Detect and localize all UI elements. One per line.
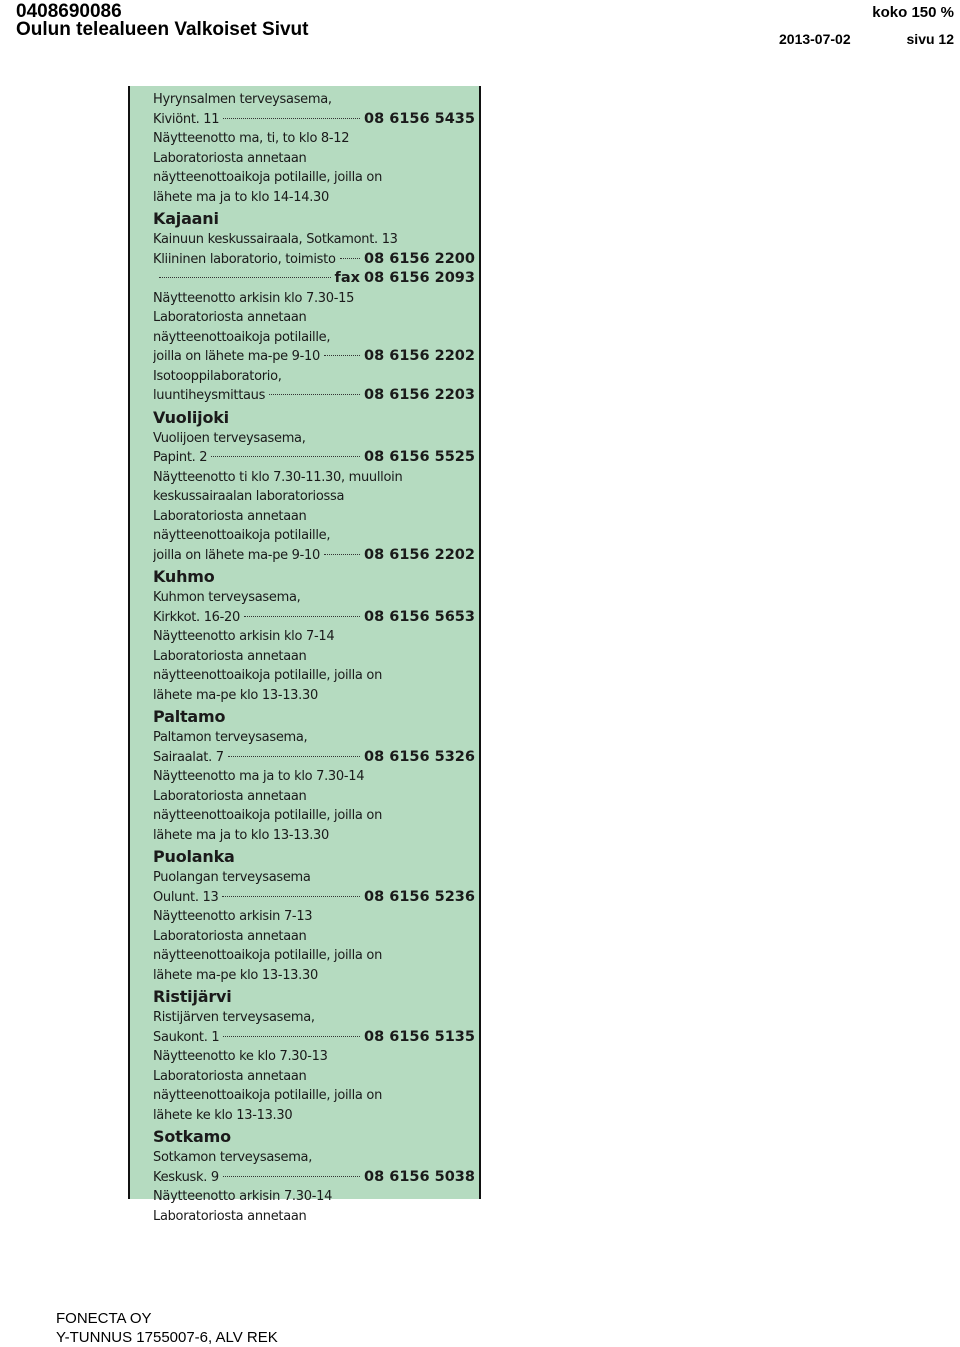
leader-dots [223, 118, 360, 119]
entry-address: Kiviönt. 11 [153, 111, 220, 127]
phone-number[interactable]: 08 6156 5135 [364, 1028, 475, 1045]
entry-note: Laboratoriosta annetaan [153, 1208, 307, 1224]
entry-label: Isotooppilaboratorio, [153, 368, 282, 384]
fax-label: fax [334, 270, 360, 286]
section-heading: Sotkamo [153, 1127, 231, 1146]
phone-number[interactable]: 08 6156 5435 [364, 110, 475, 127]
entry-note: Laboratoriosta annetaan [153, 788, 307, 804]
entry-note: Laboratoriosta annetaan [153, 928, 307, 944]
entry-name: Kainuun keskussairaala, Sotkamont. 13 [153, 232, 398, 247]
leader-dots [269, 394, 360, 395]
entry-note: Näytteenotto ma ja to klo 7.30-14 [153, 769, 365, 784]
section-heading: Ristijärvi [153, 987, 232, 1006]
entry-note: Laboratoriosta annetaan [153, 508, 307, 524]
header-date: 2013-07-02 [779, 31, 851, 47]
entry-note: näytteenottoaikoja potilaille, [153, 528, 331, 543]
phone-number[interactable]: 08 6156 2200 [364, 250, 475, 267]
leader-dots [211, 456, 360, 457]
entry-note: näytteenottoaikoja potilaille, [153, 329, 331, 345]
header-phone: 0408690086 [16, 1, 122, 22]
entry-name: Hyrynsalmen terveysasema, [153, 92, 332, 107]
entry-note: näytteenottoaikoja potilaille, joilla on [153, 170, 383, 185]
phone-row [153, 347, 475, 367]
phone-row [153, 448, 475, 468]
leader-dots [324, 554, 360, 555]
phone-row [153, 748, 475, 768]
entry-note: Näytteenotto ke klo 7.30-13 [153, 1049, 328, 1064]
fax-row [153, 269, 475, 289]
entry-note: näytteenottoaikoja potilaille, joilla on [153, 668, 383, 683]
section-heading: Paltamo [153, 707, 226, 726]
listing-column [153, 90, 475, 1226]
entry-label: Kliininen laboratorio, toimisto [153, 251, 336, 267]
phone-row [153, 386, 475, 406]
entry-note: lähete ma ja to klo 14-14.30 [153, 189, 329, 205]
phone-row [153, 888, 475, 908]
entry-address: Kirkkot. 16-20 [153, 609, 240, 625]
leader-dots [228, 756, 360, 757]
entry-note: Näytteenotto arkisin klo 7.30-15 [153, 290, 355, 306]
entry-label: luuntiheysmittaus [153, 388, 266, 403]
phone-row [153, 546, 475, 566]
entry-note: Näytteenotto ma, ti, to klo 8-12 [153, 131, 350, 146]
page-number: sivu 12 [906, 31, 954, 47]
entry-note: keskussairaalan laboratoriossa [153, 489, 345, 504]
header-title: Oulun telealueen Valkoiset Sivut [16, 19, 309, 40]
entry-address: Papint. 2 [153, 450, 208, 465]
leader-dots [223, 1176, 360, 1177]
entry-note: Näytteenotto arkisin 7.30-14 [153, 1189, 333, 1204]
footer-business-id: Y-TUNNUS 1755007-6, ALV REK [56, 1329, 278, 1346]
phone-number[interactable]: 08 6156 2203 [364, 387, 475, 403]
section-heading: Puolanka [153, 847, 235, 866]
entry-note: lähete ma ja to klo 13-13.30 [153, 827, 329, 843]
fax-number[interactable]: 08 6156 2093 [364, 270, 475, 286]
entry-address: Keskusk. 9 [153, 1169, 219, 1185]
entry-name: Puolangan terveysasema [153, 870, 311, 885]
section-heading: Kuhmo [153, 567, 215, 586]
leader-dots [244, 616, 360, 617]
entry-note: näytteenottoaikoja potilaille, joilla on [153, 948, 383, 963]
footer-company: FONECTA OY [56, 1310, 152, 1327]
entry-address: Saukont. 1 [153, 1029, 220, 1045]
entry-note: Laboratoriosta annetaan [153, 648, 307, 664]
entry-note: Laboratoriosta annetaan [153, 150, 307, 166]
entry-note: lähete ma-pe klo 13-13.30 [153, 967, 318, 983]
entry-note: Näytteenotto ti klo 7.30-11.30, muulloin [153, 469, 403, 485]
zoom-level: koko 150 % [872, 4, 954, 21]
leader-dots [159, 277, 331, 278]
phone-number[interactable]: 08 6156 5525 [364, 449, 475, 465]
entry-name: Paltamon terveysasema, [153, 730, 308, 745]
leader-dots [223, 1036, 360, 1037]
entry-note: lähete ke klo 13-13.30 [153, 1107, 293, 1123]
entry-label: joilla on lähete ma-pe 9-10 [153, 547, 320, 563]
entry-label: joilla on lähete ma-pe 9-10 [153, 349, 320, 364]
entry-note: Laboratoriosta annetaan [153, 310, 307, 325]
phone-number[interactable]: 08 6156 5326 [364, 748, 475, 765]
leader-dots [222, 896, 360, 897]
phone-number[interactable]: 08 6156 2202 [364, 348, 475, 364]
phone-number[interactable]: 08 6156 5653 [364, 608, 475, 625]
entry-address: Oulunt. 13 [153, 889, 219, 905]
entry-note: Näytteenotto arkisin 7-13 [153, 909, 313, 924]
entry-note: näytteenottoaikoja potilaille, joilla on [153, 808, 383, 823]
phone-number[interactable]: 08 6156 2202 [364, 546, 475, 563]
entry-address: Sairaalat. 7 [153, 749, 224, 765]
phone-row [153, 1028, 475, 1048]
phone-row [153, 250, 475, 270]
entry-note: Näytteenotto arkisin klo 7-14 [153, 629, 335, 644]
entry-note: Laboratoriosta annetaan [153, 1068, 307, 1084]
leader-dots [340, 258, 360, 259]
entry-name: Vuolijoen terveysasema, [153, 430, 306, 446]
phone-row [153, 608, 475, 628]
phone-number[interactable]: 08 6156 5038 [364, 1168, 475, 1185]
entry-name: Kuhmon terveysasema, [153, 590, 301, 605]
entry-note: lähete ma-pe klo 13-13.30 [153, 687, 318, 703]
phone-row [153, 1168, 475, 1188]
footer [56, 1309, 278, 1347]
phone-number[interactable]: 08 6156 5236 [364, 888, 475, 905]
phone-row [153, 110, 475, 130]
entry-name: Ristijärven terveysasema, [153, 1010, 315, 1025]
section-heading: Vuolijoki [153, 407, 229, 427]
leader-dots [324, 355, 360, 356]
entry-name: Sotkamon terveysasema, [153, 1150, 313, 1165]
entry-note: näytteenottoaikoja potilaille, joilla on [153, 1088, 383, 1103]
section-heading: Kajaani [153, 209, 219, 228]
